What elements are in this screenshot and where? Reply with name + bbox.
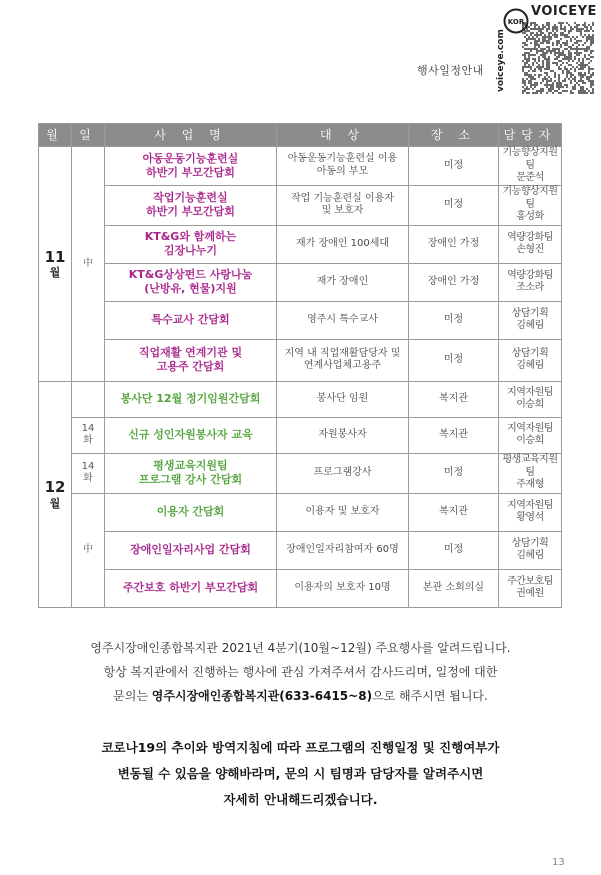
month-cell-dec bbox=[39, 381, 72, 607]
header-month: 월 bbox=[39, 124, 72, 147]
owner-cell: 기능향상지원팀 홍성화 bbox=[499, 185, 562, 225]
owner-cell: 상담기획 김혜림 bbox=[499, 301, 562, 339]
table-row bbox=[39, 339, 562, 381]
table-row bbox=[39, 263, 562, 301]
owner-cell: 상담기획 김혜림 bbox=[499, 531, 562, 569]
notice-text: 으로 해주시면 됩니다. bbox=[372, 689, 488, 703]
owner-cell: 평생교육지원팀 주재형 bbox=[499, 453, 562, 493]
event-cell: 평생교육지원팀 프로그램 강사 간담회 bbox=[105, 453, 277, 493]
brand-site: voiceye.com bbox=[496, 29, 506, 92]
target-cell: 자원봉사자 bbox=[277, 417, 409, 453]
target-cell: 지역 내 직업재활담당자 및 연계사업체고용주 bbox=[277, 339, 409, 381]
notice-paragraph bbox=[0, 636, 601, 708]
event-cell: 신규 성인자원봉사자 교육 bbox=[105, 417, 277, 453]
covid-line: 변동될 수 있음을 양해바라며, 문의 시 팀명과 담당자를 알려주시면 bbox=[117, 766, 484, 781]
table-row bbox=[39, 301, 562, 339]
place-cell: 장애인 가정 bbox=[409, 225, 499, 263]
schedule-table bbox=[38, 123, 562, 608]
contact-highlight: 영주시장애인종합복지관(633-6415~8) bbox=[151, 689, 373, 703]
owner-cell: 지역자원팀 이승희 bbox=[499, 381, 562, 417]
notice-line-contact bbox=[0, 684, 601, 708]
table-row bbox=[39, 531, 562, 569]
place-cell: 복지관 bbox=[409, 417, 499, 453]
notice-text: 문의는 bbox=[113, 689, 152, 703]
month-number: 12 bbox=[44, 477, 66, 496]
event-cell: KT&G상상펀드 사랑나눔 (난방유, 현물)지원 bbox=[105, 263, 277, 301]
event-cell: 장애인일자리사업 간담회 bbox=[105, 531, 277, 569]
place-cell: 본관 소회의실 bbox=[409, 569, 499, 607]
target-cell: 영주시 특수교사 bbox=[277, 301, 409, 339]
notice-line: 영주시장애인종합복지관 2021년 4분기(10월~12월) 주요행사를 알려드립니다. bbox=[90, 641, 511, 655]
month-number: 11 bbox=[44, 247, 66, 266]
header-target: 대 상 bbox=[277, 124, 409, 147]
table-row bbox=[39, 453, 562, 493]
target-cell: 재가 장애인 100세대 bbox=[277, 225, 409, 263]
place-cell: 미정 bbox=[409, 531, 499, 569]
day-cell: 14 화 bbox=[72, 417, 105, 453]
target-cell: 프로그램강사 bbox=[277, 453, 409, 493]
owner-cell: 주간보호팀 권예원 bbox=[499, 569, 562, 607]
day-cell: 14 화 bbox=[72, 453, 105, 493]
place-cell: 미정 bbox=[409, 147, 499, 186]
owner-cell: 기능향상지원팀 문준석 bbox=[499, 147, 562, 186]
day-cell: 中 bbox=[72, 493, 105, 607]
kor-badge-icon bbox=[503, 8, 529, 34]
event-cell: 봉사단 12월 정기임원간담회 bbox=[105, 381, 277, 417]
table-row bbox=[39, 185, 562, 225]
owner-cell: 상담기획 김혜림 bbox=[499, 339, 562, 381]
kor-badge-text: KOR bbox=[507, 18, 525, 26]
event-cell: 특수교사 간담회 bbox=[105, 301, 277, 339]
notice-line: 항상 복지관에서 진행하는 행사에 관심 가져주셔서 감사드리며, 일정에 대한 bbox=[103, 665, 498, 679]
owner-cell: 지역자원팀 이승희 bbox=[499, 417, 562, 453]
place-cell: 미정 bbox=[409, 301, 499, 339]
event-cell: 이용자 간담회 bbox=[105, 493, 277, 531]
target-cell: 장애인일자리참여자 60명 bbox=[277, 531, 409, 569]
doc-title: 행사일정안내 bbox=[417, 64, 484, 77]
page-number: 13 bbox=[552, 857, 565, 868]
table-row bbox=[39, 569, 562, 607]
table-row bbox=[39, 381, 562, 417]
target-cell: 아동운동기능훈련실 이용 아동의 부모 bbox=[277, 147, 409, 186]
place-cell: 복지관 bbox=[409, 493, 499, 531]
table-row bbox=[39, 225, 562, 263]
table-row bbox=[39, 493, 562, 531]
event-cell: KT&G와 함께하는 김장나누기 bbox=[105, 225, 277, 263]
target-cell: 이용자 및 보호자 bbox=[277, 493, 409, 531]
place-cell: 미정 bbox=[409, 339, 499, 381]
covid-notice bbox=[0, 735, 601, 813]
covid-line: 코로나19의 추이와 방역지침에 따라 프로그램의 진행일정 및 진행여부가 bbox=[101, 740, 500, 755]
table-header-row bbox=[39, 124, 562, 147]
event-cell: 작업기능훈련실 하반기 부모간담회 bbox=[105, 185, 277, 225]
target-cell: 작업 기능훈련실 이용자 및 보호자 bbox=[277, 185, 409, 225]
owner-cell: 지역자원팀 황영석 bbox=[499, 493, 562, 531]
covid-line: 자세히 안내해드리겠습니다. bbox=[223, 792, 378, 807]
place-cell: 미정 bbox=[409, 185, 499, 225]
header-event: 사 업 명 bbox=[105, 124, 277, 147]
header-day: 일 bbox=[72, 124, 105, 147]
event-cell: 아동운동기능훈련실 하반기 부모간담회 bbox=[105, 147, 277, 186]
month-unit: 월 bbox=[49, 266, 61, 280]
place-cell: 미정 bbox=[409, 453, 499, 493]
day-cell bbox=[72, 381, 105, 417]
target-cell: 재가 장애인 bbox=[277, 263, 409, 301]
table-row bbox=[39, 417, 562, 453]
brand-name: VOICEYE bbox=[531, 4, 597, 19]
target-cell: 이용자의 보호자 10명 bbox=[277, 569, 409, 607]
header-owner: 담당자 bbox=[499, 124, 562, 147]
month-unit: 월 bbox=[49, 496, 61, 510]
owner-cell: 역량강화팀 손형진 bbox=[499, 225, 562, 263]
place-cell: 장애인 가정 bbox=[409, 263, 499, 301]
event-cell: 주간보호 하반기 부모간담회 bbox=[105, 569, 277, 607]
target-cell: 봉사단 임원 bbox=[277, 381, 409, 417]
header-place: 장 소 bbox=[409, 124, 499, 147]
month-cell-nov bbox=[39, 147, 72, 382]
voiceye-code-icon bbox=[522, 22, 594, 94]
day-cell: 中 bbox=[72, 147, 105, 382]
place-cell: 복지관 bbox=[409, 381, 499, 417]
table-row bbox=[39, 147, 562, 186]
event-cell: 직업재활 연계기관 및 고용주 간담회 bbox=[105, 339, 277, 381]
owner-cell: 역량강화팀 조소라 bbox=[499, 263, 562, 301]
